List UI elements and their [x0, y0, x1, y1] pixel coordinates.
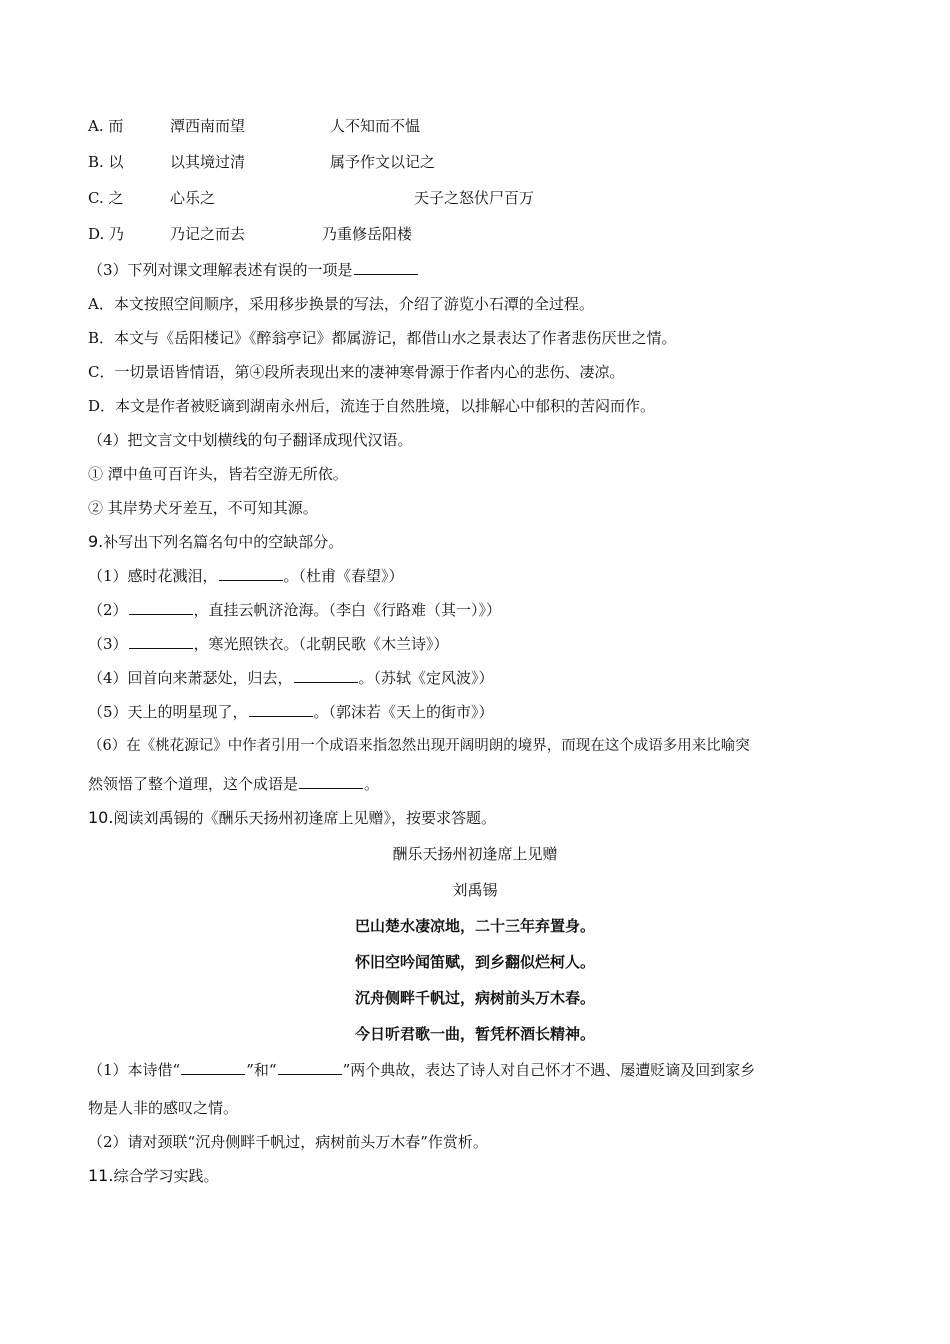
option-letter: C. 之	[88, 189, 124, 207]
option-sentence-1: 心乐之	[170, 189, 216, 207]
q3-choice-b: B．本文与《岳阳楼记》《醉翁亭记》都属游记，都借山水之景表达了作者悲伤厌世之情。	[88, 329, 677, 347]
poem-line-2: 怀旧空吟闻笛赋，到乡翻似烂柯人。	[354, 953, 595, 971]
question-number: 11.	[88, 1166, 114, 1185]
poem-line-3: 沉舟侧畔千帆过，病树前头万木春。	[354, 989, 595, 1007]
q4-sentence-2: ② 其岸势犬牙差互，不可知其源。	[88, 499, 318, 517]
item-text: （2）	[88, 601, 128, 619]
question-title: 补写出下列名篇名句中的空缺部分。	[103, 533, 344, 551]
answer-blank[interactable]	[294, 668, 358, 683]
question-number: 10.	[88, 808, 114, 827]
q9-item-6-line-1: （6）在《桃花源记》中作者引用一个成语来指忽然出现开阔明朗的境界，而现在这个成语多用来比喻突	[88, 738, 750, 754]
question-number: 9.	[88, 532, 104, 551]
answer-blank[interactable]	[249, 702, 313, 717]
q3-prompt	[88, 260, 419, 280]
item-text: 。	[364, 775, 380, 793]
option-letter: D. 乃	[88, 225, 125, 243]
item-text: ”两个典故，表达了诗人对自己怀才不遇、屡遭贬谪及回到家乡	[342, 1061, 756, 1079]
q9-item-6-line-2	[88, 774, 379, 794]
q10-heading	[88, 808, 496, 828]
q10-sub-2: （2）请对颈联“沉舟侧畔千帆过，病树前头万木春”作赏析。	[88, 1133, 488, 1151]
q10-sub-1-line-1	[88, 1060, 755, 1080]
item-text: 然领悟了整个道理，这个成语是	[88, 775, 299, 793]
q9-item-4	[88, 668, 494, 688]
item-text: （4）回首向来萧瑟处，归去，	[88, 669, 293, 687]
q10-sub-1-line-2: 物是人非的感叹之情。	[88, 1099, 239, 1117]
item-text: ”和“	[246, 1061, 277, 1079]
poem-line-4: 今日听君歌一曲，暂凭杯酒长精神。	[354, 1025, 595, 1043]
option-letter: A. 而	[88, 117, 124, 135]
poem-line-1: 巴山楚水凄凉地，二十三年弃置身。	[354, 917, 595, 935]
q3-choice-c: C．一切景语皆情语，第④段所表现出来的凄神寒骨源于作者内心的悲伤、凄凉。	[88, 363, 625, 381]
item-text: 。（郭沫若《天上的街市》）	[313, 703, 494, 721]
poem-title: 酬乐天扬州初逢席上见赠	[392, 845, 558, 863]
q9-heading	[88, 532, 343, 552]
item-text: 。（杜甫《春望》）	[283, 567, 404, 585]
option-sentence-2: 属予作文以记之	[330, 153, 436, 171]
q3-choice-d: D．本文是作者被贬谪到湖南永州后，流连于自然胜境，以排解心中郁积的苦闷而作。	[88, 397, 656, 415]
q4-prompt: （4）把文言文中划横线的句子翻译成现代汉语。	[88, 431, 413, 449]
answer-blank[interactable]	[181, 1060, 245, 1075]
q9-item-5	[88, 702, 494, 722]
option-letter: B. 以	[88, 153, 124, 171]
q9-item-1	[88, 566, 404, 586]
q9-item-2	[88, 600, 501, 620]
item-text: （1）感时花溅泪，	[88, 567, 218, 585]
answer-blank[interactable]	[219, 566, 283, 581]
answer-blank[interactable]	[129, 634, 193, 649]
poem-author: 刘禹锡	[452, 881, 498, 899]
item-text: （1）本诗借“	[88, 1061, 181, 1079]
q3-prompt-text: （3）下列对课文理解表述有误的一项是	[88, 261, 353, 279]
item-text: ，直挂云帆济沧海。（李白《行路难（其一）》）	[193, 601, 502, 619]
q4-sentence-1: ① 潭中鱼可百许头，皆若空游无所依。	[88, 465, 348, 483]
answer-blank[interactable]	[354, 260, 418, 275]
option-b	[88, 152, 788, 172]
answer-blank[interactable]	[278, 1060, 342, 1075]
option-sentence-2: 乃重修岳阳楼	[322, 225, 413, 243]
q11-heading	[88, 1166, 218, 1186]
option-sentence-2: 天子之怒伏尸百万	[414, 189, 535, 207]
item-text: （3）	[88, 635, 128, 653]
answer-blank[interactable]	[129, 600, 193, 615]
option-sentence-1: 乃记之而去	[170, 225, 246, 243]
option-c	[88, 188, 788, 208]
question-title: 综合学习实践。	[113, 1167, 219, 1185]
question-title: 阅读刘禹锡的《酬乐天扬州初逢席上见赠》，按要求答题。	[113, 809, 496, 827]
option-sentence-1: 以其境过清	[170, 153, 246, 171]
option-a	[88, 116, 788, 136]
item-text: 。（苏轼《定风波》）	[358, 669, 494, 687]
option-sentence-2: 人不知而不愠	[330, 117, 421, 135]
q3-choice-a: A．本文按照空间顺序，采用移步换景的写法，介绍了游览小石潭的全过程。	[88, 295, 594, 313]
option-sentence-1: 潭西南而望	[170, 117, 246, 135]
option-d	[88, 224, 788, 244]
item-text: （5）天上的明星现了，	[88, 703, 248, 721]
answer-blank[interactable]	[299, 774, 363, 789]
q9-item-3	[88, 634, 449, 654]
item-text: ，寒光照铁衣。（北朝民歌《木兰诗》）	[193, 635, 449, 653]
